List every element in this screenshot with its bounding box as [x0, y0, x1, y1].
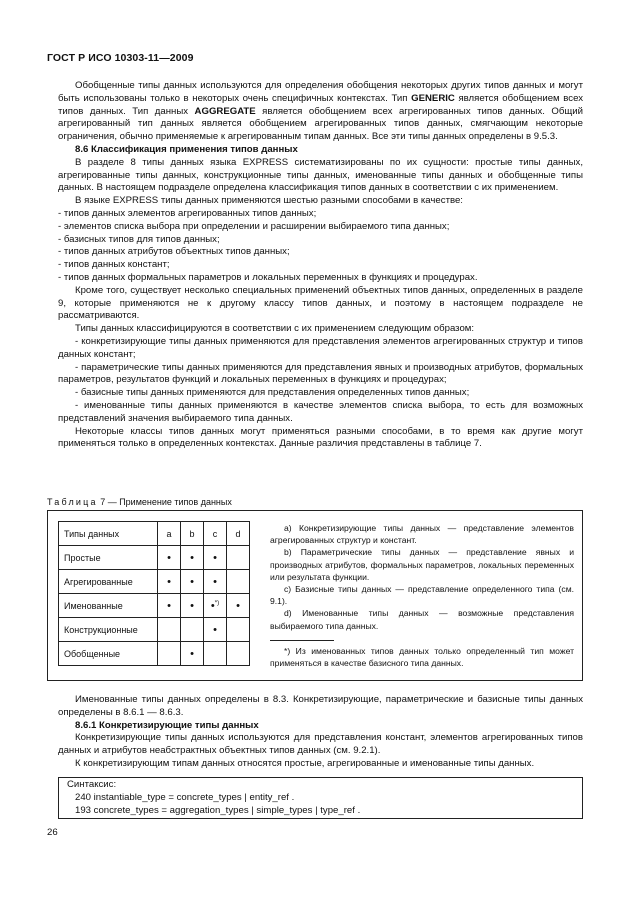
- column-header: c: [204, 522, 227, 546]
- table-cell: •: [181, 642, 204, 666]
- table-row: [59, 546, 250, 570]
- syntax-box: [58, 777, 583, 819]
- syntax-line: 240 instantiable_type = concrete_types | entity_ref .: [75, 791, 295, 803]
- standard-header: ГОСТ Р ИСО 10303-11—2009: [47, 52, 194, 64]
- column-header: a: [158, 522, 181, 546]
- table-cell: [227, 642, 250, 666]
- syntax-line: 193 concrete_types = aggregation_types | simple_types | type_ref .: [75, 804, 361, 816]
- row-label: Простые: [59, 546, 158, 570]
- table-cell: •: [181, 594, 204, 618]
- paragraph-instantiable-use: Конкретизирующие типы данных используются для представления констант, элементов агрегированных типов данных и атрибутов неабстрактных объектных типов данных (см. 9.2.1).: [58, 732, 583, 757]
- table-note: c) Базисные типы данных — представление определенного типа (см. 9.1).: [270, 584, 574, 607]
- section-heading-8-6: 8.6 Классификация применения типов данных: [75, 143, 298, 155]
- table-caption: Таблица 7 — Применение типов данных: [47, 497, 232, 507]
- table-note: d) Именованные типы данных — возможные представления выбираемого типа данных.: [270, 608, 574, 631]
- table-cell: •: [158, 546, 181, 570]
- data-type-usage-table: [58, 521, 250, 666]
- list-item-class: - именованные типы данных применяются в качестве элементов списка выбора, то есть для возможных представлений значения выбираемого типа данных.: [58, 399, 583, 424]
- section-heading-8-6-1: 8.6.1 Конкретизирующие типы данных: [75, 719, 259, 731]
- column-header: b: [181, 522, 204, 546]
- table-cell: [227, 618, 250, 642]
- paragraph-uses-intro: В языке EXPRESS типы данных применяются шестью разными способами в качестве:: [75, 195, 463, 207]
- table-cell: [181, 618, 204, 642]
- row-label: Обобщенные: [59, 642, 158, 666]
- table-cell: •: [227, 594, 250, 618]
- list-item-use: - базисных типов для типов данных;: [58, 233, 220, 245]
- table-row: [59, 594, 250, 618]
- table-cell: •: [181, 570, 204, 594]
- table-cell: [227, 546, 250, 570]
- table-cell: [158, 618, 181, 642]
- page-number: 26: [47, 827, 58, 838]
- syntax-label: Синтаксис:: [67, 779, 117, 790]
- column-header: Типы данных: [59, 522, 158, 546]
- row-label: Конструкционные: [59, 618, 158, 642]
- table-cell: [158, 642, 181, 666]
- table-note: b) Параметрические типы данных — представление явных и производных атрибутов, формальных параметров, локальных переменных или результата функции.: [270, 547, 574, 582]
- row-label: Агрегированные: [59, 570, 158, 594]
- table-cell: •*): [204, 594, 227, 618]
- table-cell: •: [158, 594, 181, 618]
- paragraph-instantiable-members: К конкретизирующим типам данных относятся простые, агрегированные и именованные типы данных.: [75, 757, 535, 769]
- paragraph-definitions-ref: Именованные типы данных определены в 8.3. Конкретизирующие, параметрические и базисные типы данных определены в 8.6.1 — 8.6.3.: [58, 694, 583, 718]
- paragraph-classification: В разделе 8 типы данных языка EXPRESS систематизированы по их сущности: простые типы данных, агрегированные типы данных, конструкционные типы данных, именованные типы данных и обобщенные типы данных. В настоящем подразделе определена классификация типов данных в соответствии с их применением.: [58, 156, 583, 194]
- list-item-use: - типов данных атрибутов объектных типов данных;: [58, 246, 290, 258]
- footnote-marker: *): [214, 599, 220, 606]
- table-cell: •: [158, 570, 181, 594]
- table-footnote: *) Из именованных типов данных только определенный тип может применяться в качестве базисного типа данных.: [270, 645, 574, 669]
- list-item-class: - базисные типы данных применяются для представления определенных типов данных;: [75, 387, 470, 399]
- table-row: [59, 618, 250, 642]
- list-item-use: - типов данных формальных параметров и локальных переменных в функциях и процедурах.: [58, 271, 478, 283]
- table-cell: [204, 642, 227, 666]
- table-note: a) Конкретизирующие типы данных — представление элементов агрегированных структур и констант.: [270, 523, 574, 546]
- list-item-use: - элементов списка выбора при определении и расширении выбираемого типа данных;: [58, 220, 450, 232]
- list-item-class: - конкретизирующие типы данных применяются для представления элементов агрегированных структур и типов данных констант;: [58, 335, 583, 360]
- list-item-class: - параметрические типы данных применяются для представления явных и производных атрибутов, формальных параметров, результатов функций и локальных переменных в функциях и процедурах;: [58, 361, 583, 386]
- column-header: d: [227, 522, 250, 546]
- main-text: [58, 80, 583, 451]
- table-row: [59, 570, 250, 594]
- paragraph-generic-types: Обобщенные типы данных используются для определения обобщения некоторых других типов данных и могут быть использованы только в некоторых очень специфичных контекстах. Тип GENERIC является обобщением всех типов данных. Тип данных AGGREGATE является обобщением всех агрегированных типов данных. Общий агрегированный тип данных является обобщением агрегированных типов данных, смягчающим некоторые ограничения, обычно применяемые к агрегированным типам данных. Все эти типы данных определены в 9.5.3.: [58, 80, 583, 143]
- table-cell: •: [204, 618, 227, 642]
- list-item-use: - типов данных констант;: [58, 259, 170, 271]
- paragraph-special-uses: Кроме того, существует несколько специальных применений объектных типов данных, определенных в разделе 9, которые применяются не к другому классу типов данных, и поэтому в настоящем подразделе не рассматриваются.: [58, 284, 583, 322]
- table-notes: [270, 522, 574, 669]
- paragraph-table-ref: Некоторые классы типов данных могут применяться разными способами, в то время как другие могут применяться только в определенных контекстах. Данные различия представлены в таблице 7.: [58, 425, 583, 450]
- table-cell: •: [181, 546, 204, 570]
- table-cell: •: [204, 546, 227, 570]
- table-cell: •: [204, 570, 227, 594]
- row-label: Именованные: [59, 594, 158, 618]
- list-item-use: - типов данных элементов агрегированных типов данных;: [58, 207, 317, 219]
- footnote-divider: [270, 640, 334, 641]
- table-cell: [227, 570, 250, 594]
- after-table-text: [58, 694, 583, 771]
- table-row: [59, 642, 250, 666]
- table-header-row: [59, 522, 250, 546]
- paragraph-classes-intro: Типы данных классифицируются в соответствии с их применением следующим образом:: [75, 323, 475, 335]
